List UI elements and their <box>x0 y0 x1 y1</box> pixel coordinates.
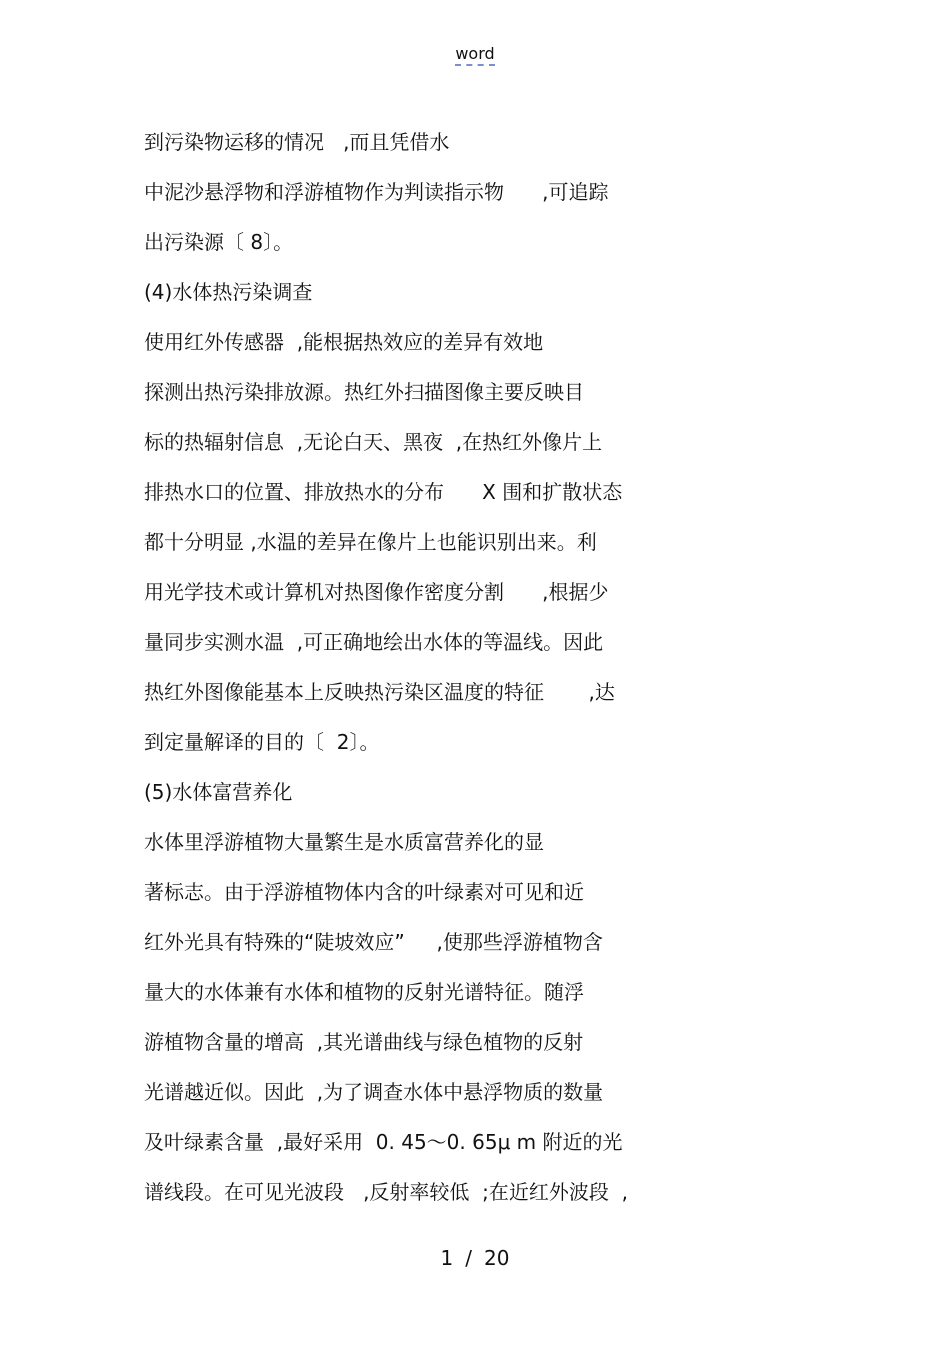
text-line: 到污染物运移的情况 ,而且凭借水 <box>144 130 450 154</box>
text-line: 标的热辐射信息 ,无论白天、黑夜 ,在热红外像片上 <box>144 430 603 454</box>
section-heading: (4)水体热污染调查 <box>144 280 313 304</box>
text-line: 水体里浮游植物大量繁生是水质富营养化的显 <box>144 830 544 854</box>
page-header <box>0 44 950 64</box>
text-line: 排热水口的位置、排放热水的分布 X 围和扩散状态 <box>144 480 623 504</box>
text-line: 著标志。由于浮游植物体内含的叶绿素对可见和近 <box>144 880 584 904</box>
text-line: 红外光具有特殊的“陡坡效应” ,使那些浮游植物含 <box>144 930 603 954</box>
text-line: 谱线段。在可见光波段 ,反射率较低 ;在近红外波段 , <box>144 1180 628 1204</box>
text-line: 游植物含量的增高 ,其光谱曲线与绿色植物的反射 <box>144 1030 584 1054</box>
text-line: 量同步实测水温 ,可正确地绘出水体的等温线。因此 <box>144 630 604 654</box>
current-page-number: 1 <box>440 1246 454 1270</box>
header-title: word <box>455 44 494 66</box>
text-line: 到定量解译的目的〔 2〕。 <box>144 730 380 754</box>
text-line: 及叶绿素含量 ,最好采用 0. 45～0. 65μ m 附近的光 <box>144 1130 623 1154</box>
total-pages-number: 20 <box>484 1246 510 1270</box>
text-line: 用光学技术或计算机对热图像作密度分割 ,根据少 <box>144 580 609 604</box>
text-line: 热红外图像能基本上反映热污染区温度的特征 ,达 <box>144 680 615 704</box>
text-line: 使用红外传感器 ,能根据热效应的差异有效地 <box>144 330 544 354</box>
page-footer <box>0 1244 950 1272</box>
text-line: 量大的水体兼有水体和植物的反射光谱特征。随浮 <box>144 980 584 1004</box>
text-line: 中泥沙悬浮物和浮游植物作为判读指示物 ,可追踪 <box>144 180 609 204</box>
text-line: 光谱越近似。因此 ,为了调查水体中悬浮物质的数量 <box>144 1080 604 1104</box>
document-body <box>144 122 704 1222</box>
text-line: 探测出热污染排放源。热红外扫描图像主要反映目 <box>144 380 584 404</box>
page-separator: / <box>465 1246 473 1270</box>
text-line: 都十分明显 ,水温的差异在像片上也能识别出来。利 <box>144 530 597 554</box>
text-line: 出污染源〔 8〕。 <box>144 230 294 254</box>
section-heading: (5)水体富营养化 <box>144 780 293 804</box>
